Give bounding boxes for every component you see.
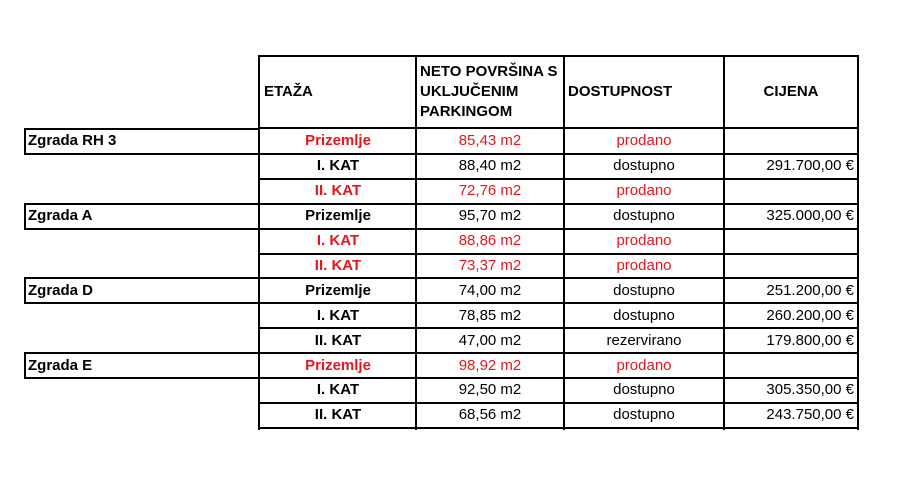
building-box-top <box>24 203 260 205</box>
price-cell: 291.700,00 € <box>766 157 854 175</box>
floor-cell: I. KAT <box>316 306 360 324</box>
availability-cell: prodano <box>616 232 672 250</box>
availability-cell: prodano <box>616 256 672 274</box>
header-dostupnost: DOSTUPNOST <box>568 83 673 100</box>
availability-cell: dostupno <box>613 306 675 324</box>
area-cell: 92,50 m2 <box>458 381 522 399</box>
row-line <box>258 277 859 279</box>
header-etaza: ETAŽA <box>264 83 313 100</box>
row-line <box>258 228 859 230</box>
floor-cell: Prizemlje <box>305 132 371 150</box>
row-line <box>258 352 859 354</box>
col-line-right <box>857 55 859 430</box>
building-box-left <box>24 203 26 230</box>
building-box-top <box>24 277 260 279</box>
price-cell: 260.200,00 € <box>766 306 854 324</box>
row-line <box>258 402 859 404</box>
price-cell: 179.800,00 € <box>766 331 854 349</box>
row-line <box>258 377 859 379</box>
building-box-top <box>24 128 260 130</box>
price-cell <box>724 129 858 154</box>
row-line <box>258 203 859 205</box>
header-top-border <box>258 55 859 57</box>
availability-cell: dostupno <box>613 381 675 399</box>
price-cell: 243.750,00 € <box>766 406 854 424</box>
building-box-bottom <box>24 153 260 155</box>
floor-cell: II. KAT <box>314 331 362 349</box>
area-cell: 73,37 m2 <box>458 256 522 274</box>
header-neto-povrsina: NETO POVRŠINA S UKLJUČENIM PARKINGOM <box>420 63 558 120</box>
col-line-cijena <box>723 55 725 430</box>
row-line <box>258 427 859 429</box>
price-cell: 251.200,00 € <box>766 281 854 299</box>
header-bottom-border <box>258 127 859 129</box>
floor-cell: I. KAT <box>316 157 360 175</box>
col-line-dostupnost <box>563 55 565 430</box>
availability-cell: prodano <box>616 356 672 374</box>
floor-cell: II. KAT <box>314 182 362 200</box>
col-line-etaza <box>258 55 260 430</box>
area-cell: 98,92 m2 <box>458 356 522 374</box>
building-box-bottom <box>24 302 260 304</box>
area-cell: 78,85 m2 <box>458 306 522 324</box>
building-label: Zgrada D <box>28 281 94 299</box>
building-box-left <box>24 128 26 155</box>
floor-cell: II. KAT <box>314 256 362 274</box>
availability-cell: dostupno <box>613 281 675 299</box>
building-box-left <box>24 352 26 379</box>
price-cell <box>724 179 858 204</box>
building-box-top <box>24 352 260 354</box>
area-cell: 95,70 m2 <box>458 207 522 225</box>
availability-cell: prodano <box>616 132 672 150</box>
area-cell: 68,56 m2 <box>458 406 522 424</box>
area-cell: 74,00 m2 <box>458 281 522 299</box>
price-cell: 325.000,00 € <box>766 207 854 225</box>
row-line <box>258 153 859 155</box>
availability-cell: prodano <box>616 182 672 200</box>
floor-cell: Prizemlje <box>305 356 371 374</box>
row-line <box>258 253 859 255</box>
availability-cell: dostupno <box>613 406 675 424</box>
area-cell: 85,43 m2 <box>458 132 522 150</box>
building-label: Zgrada E <box>28 356 93 374</box>
area-cell: 72,76 m2 <box>458 182 522 200</box>
availability-cell: rezervirano <box>606 331 682 349</box>
row-line <box>258 302 859 304</box>
price-cell <box>724 353 858 378</box>
area-cell: 88,40 m2 <box>458 157 522 175</box>
floor-cell: Prizemlje <box>305 281 371 299</box>
availability-cell: dostupno <box>613 157 675 175</box>
building-box-bottom <box>24 228 260 230</box>
building-box-bottom <box>24 377 260 379</box>
area-cell: 47,00 m2 <box>458 331 522 349</box>
price-cell: 305.350,00 € <box>766 381 854 399</box>
price-cell <box>724 254 858 279</box>
floor-cell: Prizemlje <box>305 207 371 225</box>
header-cijena: CIJENA <box>763 83 819 100</box>
area-cell: 88,86 m2 <box>458 232 522 250</box>
building-label: Zgrada A <box>28 207 93 225</box>
floor-cell: II. KAT <box>314 406 362 424</box>
building-box-left <box>24 277 26 304</box>
floor-cell: I. KAT <box>316 381 360 399</box>
availability-cell: dostupno <box>613 207 675 225</box>
row-line <box>258 178 859 180</box>
building-label: Zgrada RH 3 <box>28 132 117 150</box>
price-cell <box>724 229 858 254</box>
row-line <box>258 327 859 329</box>
floor-cell: I. KAT <box>316 232 360 250</box>
col-line-povrsina <box>415 55 417 430</box>
